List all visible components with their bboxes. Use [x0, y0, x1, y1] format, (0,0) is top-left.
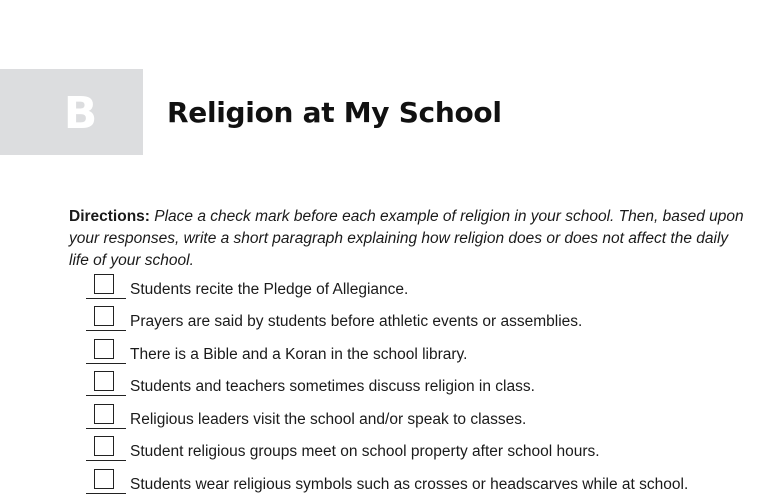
- checklist-item-pledge: [86, 271, 776, 304]
- page-title: Religion at My School: [167, 96, 502, 129]
- checklist-item-religious-leaders: [86, 401, 776, 434]
- section-letter: B: [63, 88, 98, 139]
- checklist-item-label: Students recite the Pledge of Allegiance.: [130, 280, 409, 298]
- checkbox-square-icon: [94, 306, 114, 326]
- religion-checklist: [86, 271, 776, 499]
- checklist-item-prayers: [86, 304, 776, 337]
- checkbox-square-icon: [94, 469, 114, 489]
- checklist-item-class-discussion: [86, 369, 776, 402]
- checkbox-square-icon: [94, 436, 114, 456]
- directions-text: Place a check mark before each example of religion in your school. Then, based upon your responses, write a short paragraph explaining how religion does or does not affect the daily life of your school.: [69, 208, 744, 269]
- directions: [69, 206, 749, 272]
- checkbox-student-groups[interactable]: [86, 434, 126, 461]
- checkbox-religious-leaders[interactable]: [86, 402, 126, 429]
- directions-label: Directions:: [69, 208, 150, 225]
- checklist-item-library: [86, 336, 776, 369]
- checklist-item-label: There is a Bible and a Koran in the school library.: [130, 345, 468, 363]
- checkbox-square-icon: [94, 371, 114, 391]
- checkbox-religious-symbols[interactable]: [86, 467, 126, 494]
- checklist-item-religious-symbols: [86, 466, 776, 499]
- checklist-item-label: Religious leaders visit the school and/or speak to classes.: [130, 410, 527, 428]
- checkbox-square-icon: [94, 274, 114, 294]
- section-marker: [0, 69, 143, 155]
- checklist-item-label: Prayers are said by students before athletic events or assemblies.: [130, 313, 583, 330]
- checklist-item-label: Students and teachers sometimes discuss religion in class.: [130, 378, 535, 395]
- checklist-item-label: Student religious groups meet on school property after school hours.: [130, 443, 600, 460]
- checkbox-square-icon: [94, 404, 114, 424]
- checklist-item-label: Students wear religious symbols such as crosses or headscarves while at school.: [130, 475, 689, 493]
- checkbox-library[interactable]: [86, 337, 126, 364]
- checkbox-pledge[interactable]: [86, 272, 126, 299]
- checkbox-square-icon: [94, 339, 114, 359]
- checkbox-prayers[interactable]: [86, 304, 126, 331]
- checkbox-class-discussion[interactable]: [86, 369, 126, 396]
- checklist-item-student-groups: [86, 434, 776, 467]
